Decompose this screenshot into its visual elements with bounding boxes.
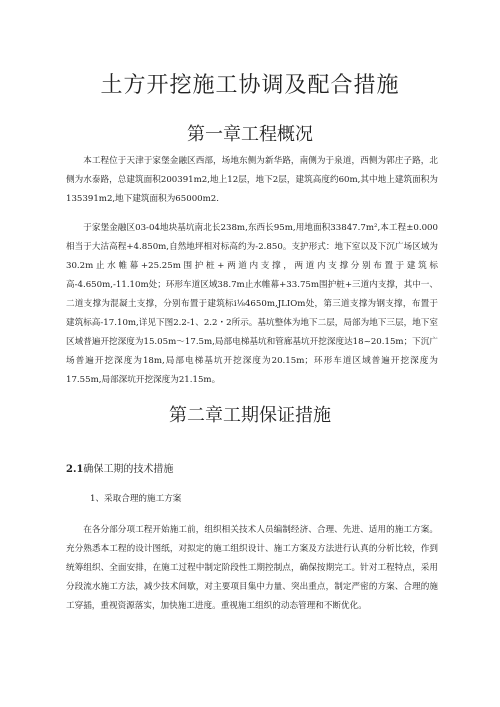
section-heading [66,460,173,475]
chapter1-paragraph1: 本工程位于天津于家堡金融区西部，场地东侧为新华路，南侧为于泉道，西侧为郭庄子路，北侧为水泰路，总建筑面积200391m2,地上12层，地下2层，建筑高度约60m,其中地上建筑面积为135391m2,地下建筑面积为65000m2. [66,156,438,204]
chapter1-paragraph2: 于家堡金融区03-04地块基坑南北长238m,东西长95m,用地面积33847.7m²,本工程±0.000相当于大沽高程+4.850m,自然地坪相对标高约为-2.850。支护形式：地下室以及下沉广场区域为30.2m止水帷幕+25.25m围护桩+两道内支撑，两道内支撑分别布置于建筑标高-4.650m,-11.10m处；环形车道区域38.7m止水帷幕+33.75m围护桩+三道内支撑，其中一、二道支撑为混凝土支撑，分别布置于建筑标i⅛4650m,JLIOm处，第三道支撑为钢支撑，布置于建筑标高-17.10m,详见下图2.2-1、2.2・2所示。基坑整体为地下二层，局部为地下三层，地下室区域普遍开挖深度为15.05m〜17.5m,局部电梯基坑和管廊基坑开挖深度达18~20.15m；下沉广场普遍开挖深度为18m,局部电梯基坑开挖深度为20.15m；环形车道区域普遍开挖深度为17.55m,局部深坑开挖深度为21.15m。 [66,223,438,385]
chapter2-heading: 第二章工期保证措施 [169,405,331,426]
chapter1-heading: 第一章工程概况 [187,124,313,145]
subsection-item: 1、采取合理的施工方案 [90,494,182,504]
document-title: 土方开挖施工协调及配合措施 [100,73,400,98]
section-title: 确保工期的技术措施 [83,464,174,475]
section-number: 2.1 [66,464,84,475]
chapter2-paragraph: 在各分部分项工程开始施工前，组织相关技术人员编制经济、合理、先进、适用的施工方案。充分熟悉本工程的设计图纸，对拟定的施工组织设计、施工方案及方法进行认真的分析比较，作到统筹组织、全面安排，在施工过程中制定阶段性工期控制点，确保按期完工。针对工程特点，采用分段流水施工方法，减少技术间歇，对主要项目集中力量、突出重点，制定严密的方案、合理的施工穿插，重视资源落实，加快施工进度。重视施工组织的动态管理和不断优化。 [66,525,438,611]
